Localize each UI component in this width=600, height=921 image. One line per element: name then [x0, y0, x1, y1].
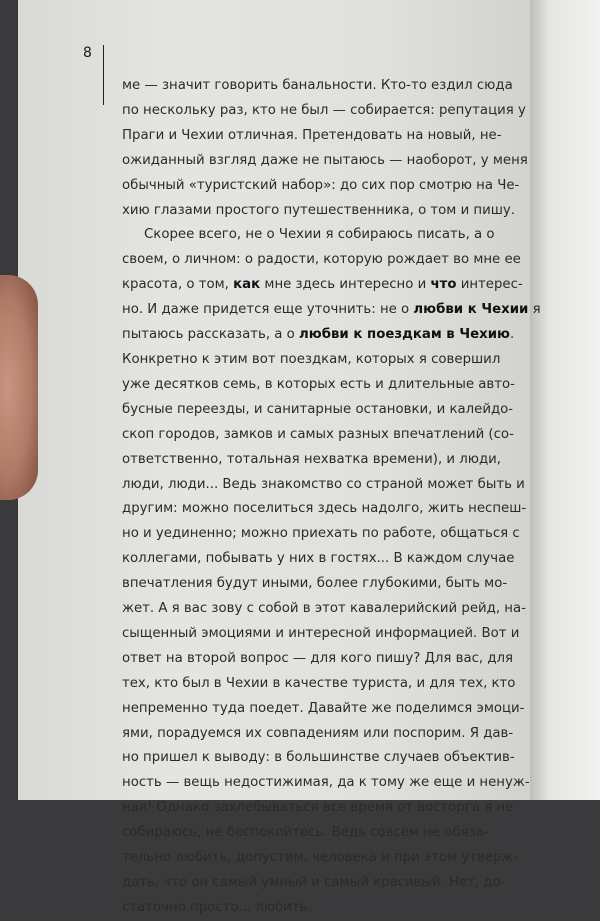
body-text [122, 74, 541, 921]
text-run: ожиданный взгляд даже не пытаюсь — наоборот, у меня [122, 152, 528, 168]
text-line [122, 473, 525, 498]
text-run: интерес- [456, 277, 523, 293]
text-line [122, 896, 482, 921]
text-line [122, 298, 541, 323]
text-line [122, 647, 514, 672]
text-line [122, 99, 526, 124]
text-run: по нескольку раз, кто не был — собирается: репутация у [122, 102, 526, 118]
text-run: уже десятков семь, в которых есть и длительные авто- [122, 376, 515, 392]
text-line [122, 149, 528, 174]
text-line [122, 746, 515, 771]
text-run: непременно туда поедет. Давайте же поделимся эмоци- [122, 700, 525, 716]
bold-text-run: что [430, 277, 457, 293]
text-line [122, 348, 501, 373]
text-line [122, 199, 516, 224]
text-line [122, 597, 526, 622]
text-run: другим: можно поселиться здесь надолго, жить неспеш- [122, 501, 527, 517]
text-run: собираюсь, не беспокойтесь. Ведь совсем не обяза- [122, 825, 489, 841]
text-run: я [528, 302, 541, 318]
finger-holding-page [0, 275, 38, 500]
text-run: но пришел к выводу: в большинстве случаев объектив- [122, 750, 515, 766]
text-run: ность — вещь недостижимая, да к тому же еще и ненуж- [122, 775, 530, 791]
text-line [122, 248, 521, 273]
text-run: красота, о том, [122, 277, 234, 293]
text-run: ответственно, тотальная нехватка времени), и люди, [122, 451, 502, 467]
text-line [122, 323, 515, 348]
bold-text-run: как [233, 277, 261, 293]
text-run: Праги и Чехии отличная. Претендовать на новый, не- [122, 127, 502, 143]
text-line [122, 547, 515, 572]
text-run: пытаюсь рассказать, а о [122, 327, 300, 343]
text-run: хию глазами простого путешественника, о том и пишу. [122, 202, 516, 218]
text-run: дать, что он самый умный и самый красивый. Нет, до- [122, 875, 506, 890]
text-run: бусные переезды, и санитарные остановки, и калейдо- [122, 401, 514, 417]
text-run: тех, кто был в Чехии в качестве туриста, и для тех, кто [122, 675, 516, 691]
text-line [122, 497, 527, 522]
text-run: Конкретно к этим вот поездкам, которых я совершил [122, 351, 501, 367]
text-run: но. И даже придется еще уточнить: не о [122, 302, 414, 318]
paragraph [122, 223, 541, 920]
text-run: обычный «туристский набор»: до сих пор смотрю на Че- [122, 177, 520, 193]
text-run: Скорее всего, не о Чехии я собираюсь писать, а о [144, 227, 495, 243]
text-line [122, 796, 514, 821]
text-run: статочно просто... любить. [122, 899, 312, 915]
text-line [122, 273, 523, 298]
header-rule [103, 45, 104, 105]
text-run: ответ на второй вопрос — для кого пишу? Для вас, для [122, 650, 514, 666]
text-line [122, 223, 495, 248]
text-run: люди, люди... Ведь знакомство со страной может быть и [122, 476, 525, 492]
next-page-edge [528, 0, 600, 800]
text-run: тельно любить, допустим, человека и при этом утверж- [122, 850, 519, 866]
text-line [122, 74, 513, 99]
text-run: своем, о личном: о радости, которую рождает во мне ее [122, 252, 521, 268]
text-line [122, 871, 506, 896]
text-run: коллегами, побывать у них в гостях... В каждом случае [122, 551, 515, 567]
text-run: ная! Однако захлебываться все время от восторга я не [122, 800, 514, 816]
text-line [122, 373, 515, 398]
text-run: мне здесь интересно и [260, 277, 431, 293]
text-line [122, 622, 520, 647]
text-line [122, 697, 525, 722]
text-run: но и уединенно; можно приехать по работе, общаться с [122, 526, 520, 542]
text-run: жет. А я вас зову с собой в этот кавалерийский рейд, на- [122, 601, 526, 617]
text-line [122, 572, 508, 597]
text-line [122, 174, 520, 199]
paragraph [122, 74, 528, 223]
text-line [122, 124, 502, 149]
text-line [122, 846, 519, 871]
text-line [122, 522, 520, 547]
text-run: сыщенный эмоциями и интересной информацией. Вот и [122, 625, 520, 641]
bold-text-run: любви к поездкам в Чехию [299, 327, 510, 343]
text-run: впечатления будут иными, более глубокими, быть мо- [122, 576, 508, 592]
page-number: 8 [83, 45, 92, 61]
text-line [122, 448, 502, 473]
text-line [122, 672, 516, 697]
text-run: скоп городов, замков и самых разных впечатлений (со- [122, 426, 514, 442]
text-run: ме — значит говорить банальности. Кто-то ездил сюда [122, 78, 513, 93]
text-line [122, 722, 514, 747]
text-run: . [509, 327, 515, 343]
text-line [122, 771, 530, 796]
text-line [122, 398, 514, 423]
bold-text-run: любви к Чехии [413, 302, 529, 318]
text-run: ями, порадуемся их совпадениям или поспорим. Я дав- [122, 725, 514, 741]
text-line [122, 821, 489, 846]
text-line [122, 423, 514, 448]
